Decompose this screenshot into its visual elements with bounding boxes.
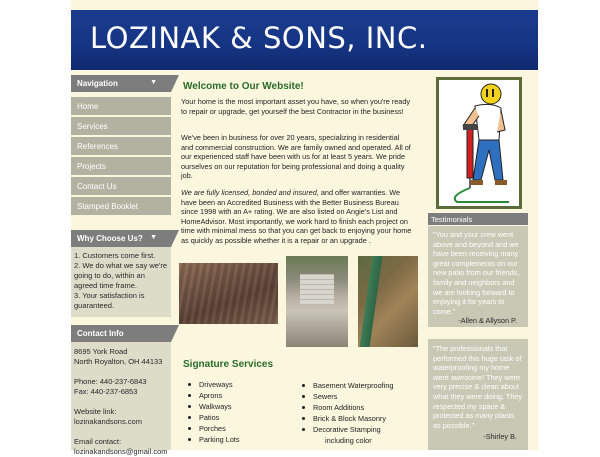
- navigation-heading: [71, 75, 171, 92]
- nav-item-label: References: [77, 142, 118, 151]
- nav-item-label: Services: [77, 122, 108, 131]
- page-container: [71, 0, 538, 456]
- nav-item-label: Contact Us: [77, 182, 117, 191]
- nav-item-references[interactable]: [71, 137, 171, 156]
- navigation-heading-label: Navigation: [77, 79, 118, 88]
- testimonial-author: -Shirley B.: [483, 432, 517, 442]
- service-item: Basement Waterproofing: [297, 380, 393, 391]
- testimonial-quote: "The professionals that performed this huge task of waterproofing my home were awesome! They were very precise & clean about what they were doing. They respected my space & protected as many plants as possible.": [433, 344, 523, 430]
- service-item: Patios: [183, 412, 240, 423]
- site-title[interactable]: LOZINAK & SONS, INC.: [90, 21, 428, 55]
- service-item: Decorative Stamping: [297, 424, 393, 435]
- top-strip: [71, 0, 538, 10]
- nav-item-label: Stamped Booklet: [77, 202, 138, 211]
- about-paragraph: We've been in business for over 20 years, specializing in residential and commercial construction. We are family owned and operated. All of our experienced staff have been with us for at least 5 years. We pride ourselves on our reputation for being professional and doing a quality job.: [181, 133, 411, 181]
- nav-item-label: Projects: [77, 162, 106, 171]
- testimonials-heading: Testimonials: [428, 213, 528, 225]
- service-item-continuation: including color: [325, 436, 372, 445]
- testimonial-author: -Allen & Allyson P.: [458, 316, 517, 326]
- credentials-emphasis: We are fully licensed, bonded and insured,: [181, 188, 319, 197]
- nav-item-stamped-booklet[interactable]: [71, 197, 171, 216]
- service-item: Sewers: [297, 391, 393, 402]
- why-choose-heading-label: Why Choose Us?: [77, 234, 143, 243]
- nav-item-label: Home: [77, 102, 99, 111]
- email-label: Email contact:: [74, 437, 122, 446]
- service-item: Walkways: [183, 401, 240, 412]
- contact-heading-label: Contact Info: [77, 329, 124, 338]
- intro-paragraph: Your home is the most important asset you have, so when you're ready to repair or upgrade, get yourself the best Contractor in the business!: [181, 97, 411, 116]
- waterproofing-photo: [358, 256, 418, 347]
- credentials-text: and offer warranties. We have been an Accredited Business with the Better Business Bureau since 1998 with an A+ rating. We are also listed on Angie's List and HomeAdvisor. Most importantly, we work hard to finish each project on time with minimal mess so that you can get back to enjoying your home as quickly as possible whether it is a repair or an upgrade .: [181, 188, 412, 245]
- why-choose-point: 3. Your satisfaction is guaranteed.: [74, 291, 145, 310]
- garage-patio-photo: [286, 256, 348, 347]
- caret-down-icon: ▼: [150, 234, 157, 241]
- header-banner: [71, 10, 538, 70]
- why-choose-heading: [71, 230, 171, 247]
- contact-box: [71, 342, 171, 456]
- nav-item-contact-us[interactable]: [71, 177, 171, 196]
- nav-item-projects[interactable]: [71, 157, 171, 176]
- phone-text: Phone: 440-237-6843: [74, 377, 147, 386]
- testimonial-card: [428, 339, 528, 450]
- website-label: Website link:: [74, 407, 117, 416]
- services-list-left: [183, 379, 240, 445]
- signature-services-heading: Signature Services: [183, 359, 274, 370]
- welcome-heading: Welcome to Our Website!: [183, 81, 304, 92]
- email-link[interactable]: lozinakandsons@gmail.com: [74, 447, 168, 456]
- fax-text: Fax: 440-237-6853: [74, 387, 138, 396]
- worker-illustration: [436, 77, 522, 209]
- why-choose-point: 1. Customers come first.: [74, 251, 156, 260]
- service-item: Aprons: [183, 390, 240, 401]
- driveway-photo: [179, 263, 278, 324]
- website-link[interactable]: lozinakandsons.com: [74, 417, 142, 426]
- service-item: Driveways: [183, 379, 240, 390]
- address-line: 8695 York Road: [74, 347, 128, 356]
- services-list-right: [297, 380, 393, 446]
- nav-item-services[interactable]: [71, 117, 171, 136]
- address-line: North Royalton, OH 44133: [74, 357, 163, 366]
- caret-down-icon: ▼: [150, 79, 157, 86]
- credentials-paragraph: [181, 188, 413, 246]
- testimonial-card: [428, 226, 528, 327]
- service-item: Brick & Block Masonry: [297, 413, 393, 424]
- service-item: Parking Lots: [183, 434, 240, 445]
- why-choose-point: 2. We do what we say we're going to do, within an agreed time frame.: [74, 261, 168, 290]
- service-item: Porches: [183, 423, 240, 434]
- service-item: Room Additions: [297, 402, 393, 413]
- why-choose-box: [71, 247, 171, 317]
- testimonial-quote: "You and your crew went above and beyond and we have been receiving many great complements on our new patio from our friends, family and neighbors and we are looking forward to enjoying it for years to come.": [433, 230, 520, 316]
- nav-item-home[interactable]: [71, 97, 171, 116]
- jackhammer-worker-icon: [439, 80, 519, 206]
- contact-heading: [71, 325, 171, 342]
